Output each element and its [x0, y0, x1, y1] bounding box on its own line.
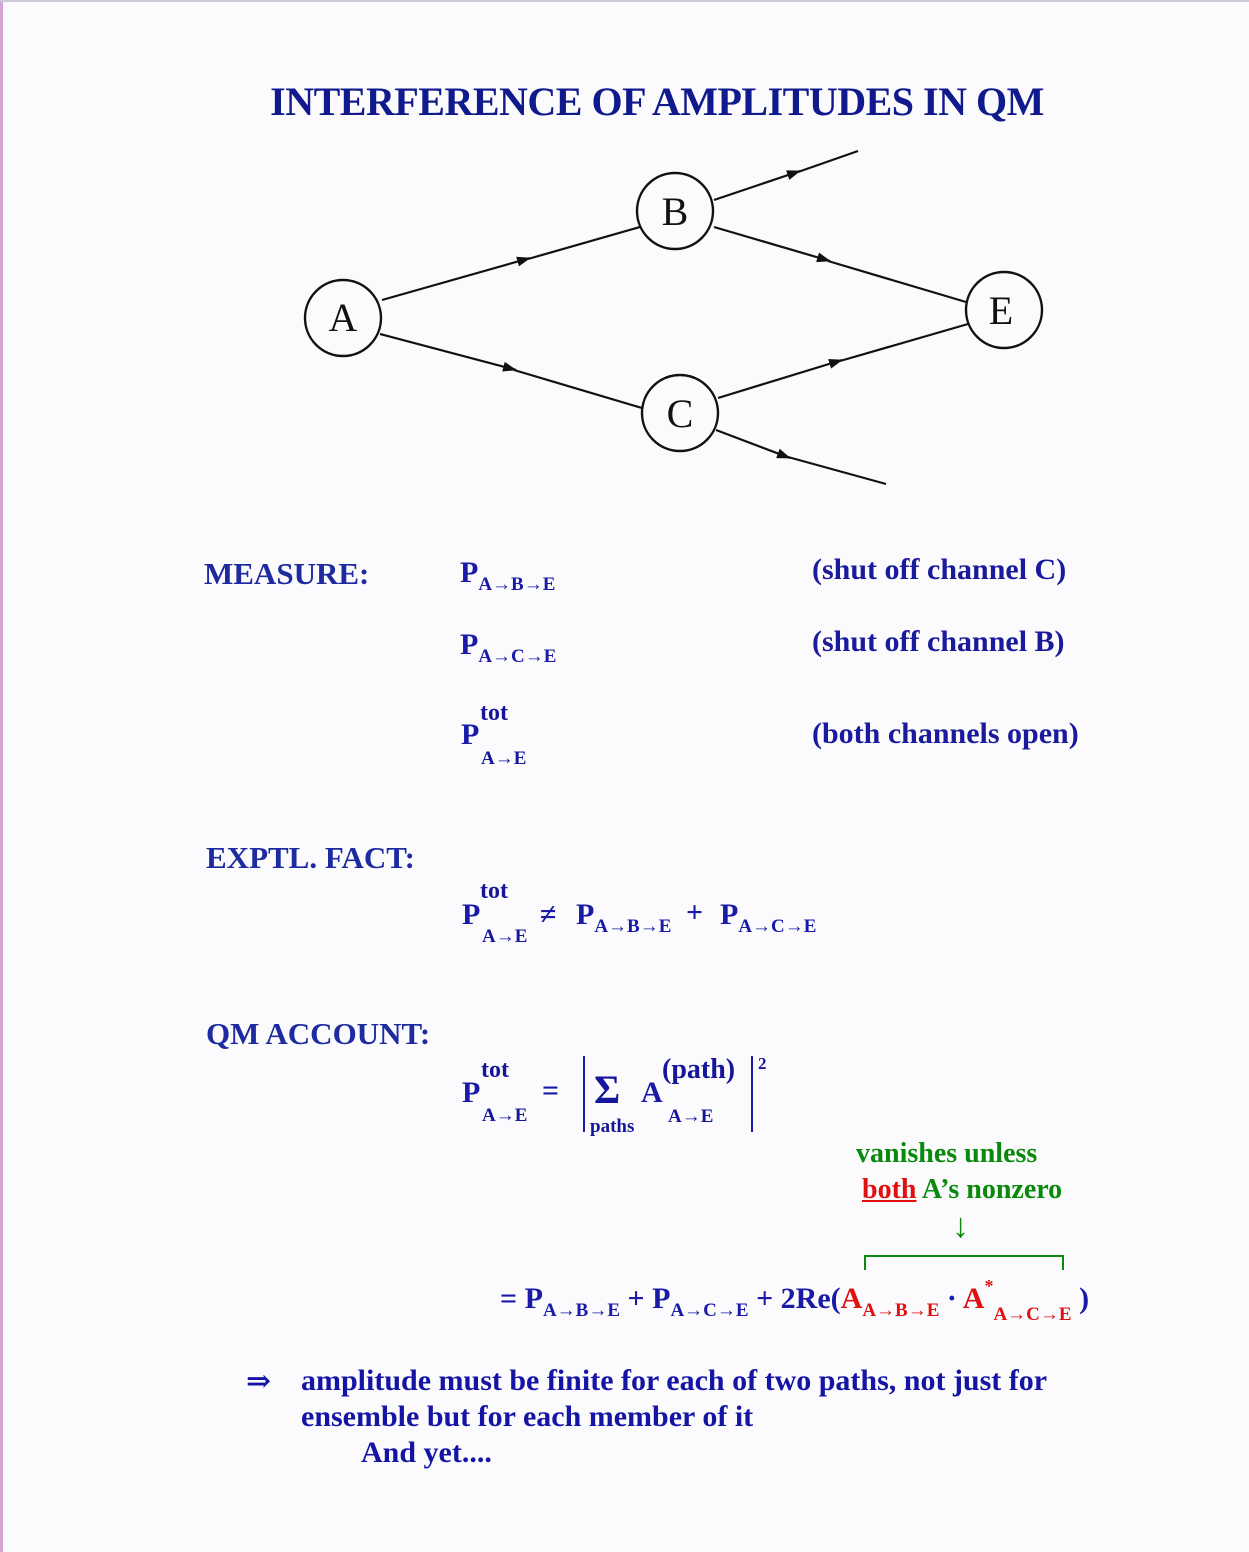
measure-row-1-symbol [460, 556, 556, 595]
page-title: INTERFERENCE OF AMPLITUDES IN QM [270, 79, 1044, 124]
expansion-close-paren: ) [1079, 1282, 1090, 1315]
expansion-p1-sub: A→B→E [542, 1300, 621, 1321]
qm-power: 2 [758, 1054, 767, 1073]
measure-row-2-symbol [460, 628, 557, 667]
edge-c-out [788, 457, 886, 484]
edge-a-b [528, 227, 640, 259]
expansion-a2-star: * [984, 1276, 994, 1296]
measure-row-2-note: (shut off channel B) [812, 625, 1065, 658]
fact-p2-sub: A→C→E [738, 916, 817, 937]
expansion-a2: A [962, 1282, 985, 1315]
measure-row-3-sup: tot [480, 700, 508, 726]
expansion-equation [500, 1276, 1090, 1325]
edge-b-e [828, 261, 966, 302]
edge-b-e-arrow [714, 227, 830, 261]
node-b-label: B [661, 189, 689, 234]
qm-ae: A→E [482, 1105, 528, 1126]
measure-heading: MEASURE: [204, 556, 370, 591]
conclusion-line-1: amplitude must be finite for each of two paths, not just for [301, 1364, 1048, 1397]
fact-neq: ≠ [540, 898, 557, 931]
qm-heading: QM ACCOUNT: [206, 1016, 431, 1051]
measure-row-2-p: P [460, 628, 479, 661]
expansion-a2-sub: A→C→E [993, 1304, 1072, 1325]
qm-amp: A [641, 1076, 663, 1109]
node-e-label: E [988, 288, 1014, 333]
fact-p-tot: P [462, 898, 481, 931]
expansion-equals: = [500, 1282, 518, 1315]
edge-b-out [798, 151, 858, 172]
measure-row-3-sub: A→E [481, 748, 527, 769]
edge-a-b-arrow [382, 258, 530, 300]
fact-ae: A→E [482, 926, 528, 947]
measure-row-2-sub: A→C→E [478, 646, 557, 667]
conclusion-line-3: And yet.... [361, 1436, 492, 1469]
fact-heading: EXPTL. FACT: [206, 840, 415, 875]
edge-a-c [514, 370, 642, 408]
qm-paths: paths [590, 1116, 635, 1137]
qm-sigma: Σ [594, 1067, 621, 1112]
measure-row-3-p: P [461, 718, 480, 751]
measure-row-1-note: (shut off channel C) [812, 553, 1067, 586]
expansion-a1-sub: A→B→E [862, 1300, 940, 1321]
node-c-label: C [666, 391, 694, 436]
qm-tot: tot [481, 1057, 509, 1083]
fact-p1 [576, 898, 672, 937]
annotation-both: both [862, 1174, 917, 1205]
fact-p1-symbol: P [576, 898, 595, 931]
conclusion-line-2: ensemble but for each member of it [301, 1400, 754, 1433]
annotation-arrow-icon: ↓ [952, 1208, 969, 1245]
measure-row-1-p: P [460, 556, 479, 589]
expansion-dot: · [946, 1282, 957, 1315]
fact-p1-sub: A→B→E [594, 916, 672, 937]
expansion-a1: A [840, 1282, 863, 1315]
annotation-line-2-rest: A’s nonzero [916, 1174, 1063, 1205]
expansion-p2-sub: A→C→E [670, 1300, 749, 1321]
fact-tot: tot [480, 878, 508, 904]
expansion-plus-1: + [627, 1282, 645, 1315]
implies-arrow-icon: ⇒ [246, 1365, 272, 1398]
expansion-p2: P [652, 1282, 671, 1315]
annotation-line-1: vanishes unless [856, 1138, 1038, 1169]
fact-p2-symbol: P [720, 898, 739, 931]
annotation-line-2 [862, 1174, 1062, 1206]
fact-plus: + [686, 896, 704, 929]
abs-bar-right [751, 1056, 753, 1132]
expansion-2re: + 2Re( [756, 1282, 841, 1315]
path-diagram [0, 0, 1249, 540]
node-a-label: A [328, 295, 358, 340]
measure-row-3-note: (both channels open) [812, 717, 1079, 750]
qm-p-tot: P [462, 1076, 481, 1109]
qm-equals: = [542, 1074, 560, 1107]
qm-amp-sub: A→E [668, 1106, 714, 1127]
edge-b-out-arrow [714, 171, 800, 200]
expansion-p1: P [524, 1282, 543, 1315]
edge-a-c-arrow [380, 334, 516, 370]
qm-path-sup: (path) [662, 1054, 736, 1085]
edge-c-e-arrow [718, 360, 842, 398]
edge-c-e [840, 324, 968, 361]
abs-bar-left [583, 1056, 585, 1132]
edge-c-out-arrow [716, 430, 790, 458]
fact-p2 [720, 898, 817, 937]
measure-row-1-sub: A→B→E [478, 574, 556, 595]
